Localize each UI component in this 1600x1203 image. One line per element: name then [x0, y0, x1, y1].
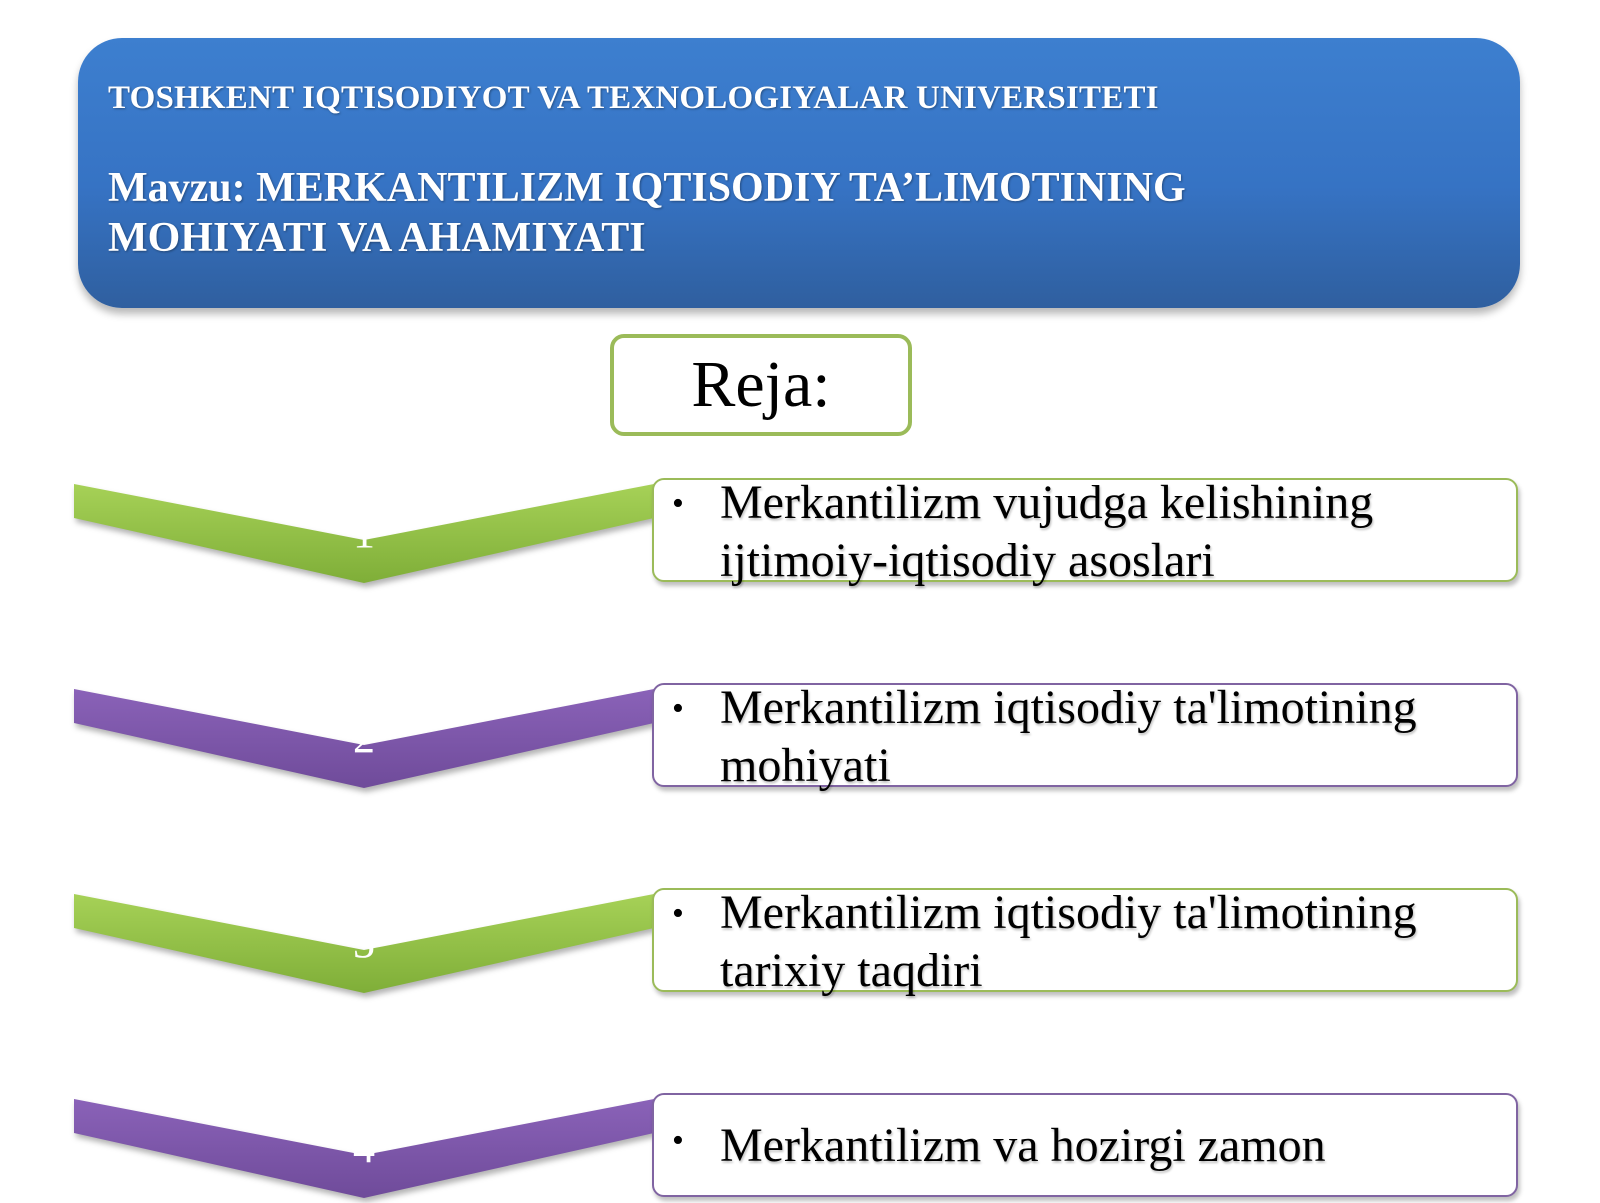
plan-item-text-line1: Merkantilizm iqtisodiy ta'limotining	[720, 886, 1417, 939]
plan-item-text	[720, 1117, 1506, 1175]
plan-item-box	[652, 681, 1518, 792]
plan-item-2	[0, 683, 1600, 793]
plan-item-box	[652, 1093, 1518, 1197]
plan-item-number: 3	[353, 918, 375, 967]
plan-item-box	[652, 886, 1518, 997]
plan-item-number: 4	[353, 1123, 375, 1172]
plan-item-text-line1: Merkantilizm vujudga kelishining	[720, 476, 1374, 529]
bullet-icon: •	[672, 895, 684, 932]
plan-item-number: 2	[353, 713, 375, 762]
plan-item-number: 1	[353, 508, 375, 557]
plan-item-3	[0, 888, 1600, 998]
bullet-icon: •	[672, 690, 684, 727]
bullet-icon: •	[672, 485, 684, 522]
topic-title-line2: MOHIYATI VA AHAMIYATI	[108, 215, 646, 261]
plan-item-text-line2: tarixiy taqdiri	[720, 944, 983, 997]
plan-item-1	[0, 478, 1600, 588]
plan-item-text-line2: mohiyati	[720, 739, 891, 792]
plan-item-text	[720, 884, 1506, 1000]
plan-item-text	[720, 474, 1506, 590]
plan-item-text-line1: Merkantilizm va hozirgi zamon	[720, 1119, 1326, 1172]
plan-heading: Reja:	[691, 348, 831, 421]
plan-item-4	[0, 1093, 1600, 1203]
plan-heading-box	[610, 334, 912, 436]
topic-title-line1: Mavzu: MERKANTILIZM IQTISODIY TA’LIMOTINING	[108, 165, 1186, 211]
organization-name: TOSHKENT IQTISODIYOT VA TEXNOLOGIYALAR UNIVERSITETI	[108, 80, 1159, 116]
plan-item-text-line1: Merkantilizm iqtisodiy ta'limotining	[720, 681, 1417, 734]
plan-item-box	[652, 476, 1518, 587]
plan-item-text-line2: ijtimoiy-iqtisodiy asoslari	[720, 534, 1215, 587]
topic-title	[108, 163, 1490, 263]
title-banner	[78, 38, 1520, 308]
bullet-icon: •	[672, 1122, 684, 1159]
plan-item-text	[720, 679, 1506, 795]
